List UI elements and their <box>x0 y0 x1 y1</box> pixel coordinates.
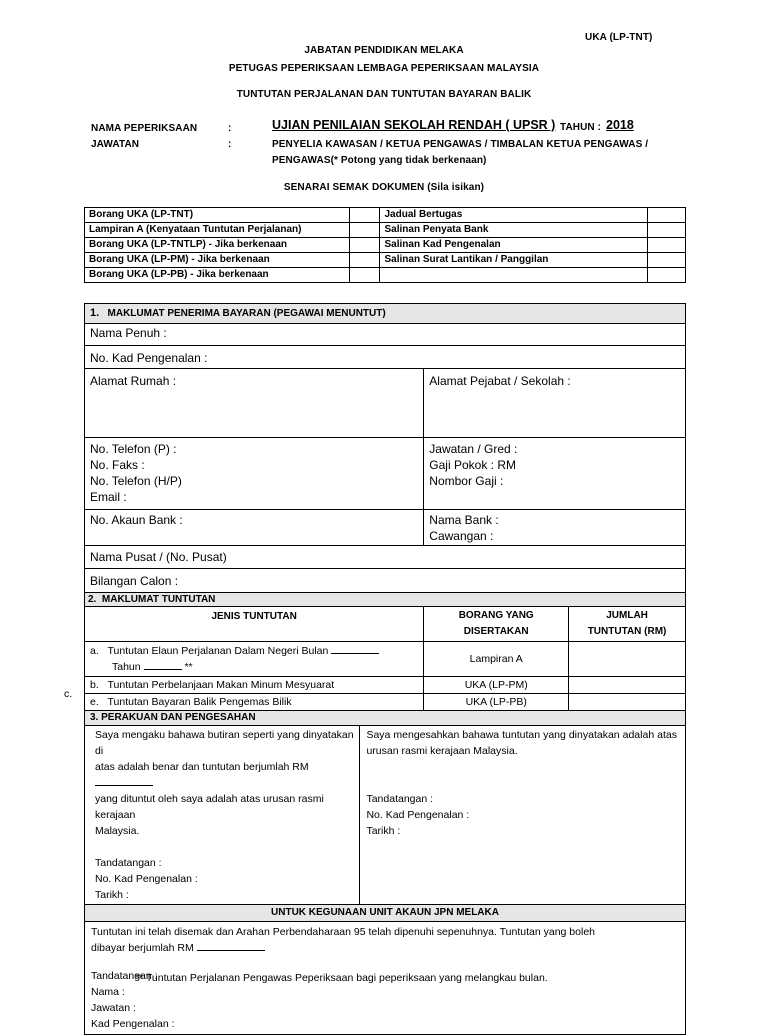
unit-akaun-amount-blank[interactable] <box>197 940 265 951</box>
header-line-2: PETUGAS PEPERIKSAAN LEMBAGA PEPERIKSAAN MALAYSIA <box>228 63 540 74</box>
akaun-bank-field[interactable] <box>85 510 424 546</box>
claim-row <box>85 642 686 677</box>
side-marker-c: c. <box>64 688 73 700</box>
alamat-pejabat-label: Alamat Pejabat / Sekolah : <box>429 374 571 388</box>
checklist-item: Salinan Penyata Bank <box>380 223 648 238</box>
section-2-title: MAKLUMAT TUNTUTAN <box>101 594 216 605</box>
section-3-header <box>85 711 686 726</box>
col-jenis-label: JENIS TUNTUTAN <box>211 611 297 622</box>
section-1-header <box>85 304 686 324</box>
checklist-box[interactable] <box>648 208 686 223</box>
head-tandatangan: Tandatangan : <box>366 793 434 805</box>
year-label: TAHUN : <box>560 122 602 133</box>
claim-type-a <box>85 642 424 677</box>
claim-marker: a. <box>90 645 99 657</box>
tahun-label: Tahun <box>112 661 141 673</box>
claim-text: Tuntutan Bayaran Balik Pengemas Bilik <box>107 696 292 708</box>
checklist-box[interactable] <box>349 238 380 253</box>
nama-penuh-field[interactable] <box>85 324 686 346</box>
claim-amount-a[interactable] <box>569 642 686 677</box>
bank-field[interactable] <box>424 510 686 546</box>
document-code: UKA (LP-TNT) <box>585 32 653 43</box>
akaun-bank-label: No. Akaun Bank : <box>90 513 183 527</box>
section-4-title: UNTUK KEGUNAAN UNIT AKAUN JPN MELAKA <box>271 907 499 918</box>
col-jumlah <box>569 607 686 642</box>
email-label: Email : <box>90 490 127 504</box>
checklist-row <box>85 208 686 223</box>
nombor-gaji-label: Nombor Gaji : <box>429 474 504 488</box>
nama-bank-label: Nama Bank : <box>429 513 499 527</box>
claim-marker: b. <box>90 679 99 691</box>
claim-amount-e[interactable] <box>569 694 686 711</box>
col-borang <box>424 607 569 642</box>
year-value: 2018 <box>606 118 634 132</box>
col-borang-line-2: DISERTAKAN <box>463 626 529 637</box>
claim-form-b: UKA (LP-PM) <box>424 677 569 694</box>
unit-akaun-text-1: Tuntutan ini telah disemak dan Arahan Perbendaharaan 95 telah dipenuhi sepenuhnya. Tuntutan yang boleh <box>91 926 595 938</box>
form-title: TUNTUTAN PERJALANAN DAN TUNTUTAN BAYARAN BALIK <box>236 89 532 100</box>
perakuan-text-2: atas adalah benar dan tuntutan berjumlah RM <box>95 761 309 773</box>
employment-field[interactable] <box>424 438 686 510</box>
faks-label: No. Faks : <box>90 458 145 472</box>
exam-label: NAMA PEPERIKSAAN <box>91 123 198 134</box>
no-kp-field[interactable] <box>85 346 686 369</box>
double-asterisk: ** <box>184 661 193 673</box>
claimant-tarikh: Tarikh : <box>95 889 129 901</box>
head-no-kp: No. Kad Pengenalan : <box>366 809 470 821</box>
head-tarikh: Tarikh : <box>366 825 401 837</box>
checklist-item: Lampiran A (Kenyataan Tuntutan Perjalanan) <box>85 223 350 238</box>
col-jenis-tuntutan <box>85 607 424 642</box>
checklist-box[interactable] <box>349 253 380 268</box>
checklist-row <box>85 253 686 268</box>
officer-no-kp: Kad Pengenalan : <box>91 1018 175 1030</box>
alamat-rumah-label: Alamat Rumah : <box>90 374 177 388</box>
claim-marker: e. <box>90 696 99 708</box>
claimant-no-kp: No. Kad Pengenalan : <box>95 873 198 885</box>
checklist-item <box>380 268 648 283</box>
checklist-box[interactable] <box>648 223 686 238</box>
checklist-row <box>85 268 686 283</box>
perakuan-amount-blank[interactable] <box>95 775 153 786</box>
tel-p-label: No. Telefon (P) : <box>90 442 177 456</box>
nama-pusat-label: Nama Pusat / (No. Pusat) <box>90 550 227 564</box>
exam-value: UJIAN PENILAIAN SEKOLAH RENDAH ( UPSR ) <box>272 118 556 132</box>
perakuan-claimant[interactable] <box>85 726 360 905</box>
checklist-item: Borang UKA (LP-TNT) <box>85 208 350 223</box>
col-jumlah-line-2: TUNTUTAN (RM) <box>587 626 667 637</box>
jawatan-line-2: PENGAWAS(* Potong yang tidak berkenaan) <box>272 155 487 166</box>
cawangan-label: Cawangan : <box>429 529 494 543</box>
no-kp-label: No. Kad Pengenalan : <box>90 351 208 365</box>
checklist-item: Salinan Surat Lantikan / Panggilan <box>380 253 648 268</box>
checklist-item: Borang UKA (LP-TNTLP) - Jika berkenaan <box>85 238 350 253</box>
perakuan-text-4: Malaysia. <box>95 825 140 837</box>
checklist-box[interactable] <box>349 268 380 283</box>
nama-penuh-label: Nama Penuh : <box>90 326 167 340</box>
checklist-row <box>85 238 686 253</box>
checklist-item: Jadual Bertugas <box>380 208 648 223</box>
alamat-rumah-field[interactable] <box>85 369 424 438</box>
claim-form <box>84 303 686 1035</box>
checklist-box[interactable] <box>648 238 686 253</box>
col-jumlah-line-1: JUMLAH <box>606 610 648 621</box>
claim-type-b <box>85 677 424 694</box>
bilangan-calon-field[interactable] <box>85 569 686 593</box>
section-3-title: 3. PERAKUAN DAN PENGESAHAN <box>90 712 256 723</box>
section-1-title: MAKLUMAT PENERIMA BAYARAN (PEGAWAI MENUNTUT) <box>107 308 386 319</box>
checklist-item: Borang UKA (LP-PB) - Jika berkenaan <box>85 268 350 283</box>
nama-pusat-field[interactable] <box>85 546 686 569</box>
claim-text: Tuntutan Perbelanjaan Makan Minum Mesyuarat <box>107 679 335 691</box>
perakuan-text-3: yang dituntut oleh saya adalah atas urusan rasmi kerajaan <box>95 793 324 821</box>
contact-field[interactable] <box>85 438 424 510</box>
checklist-title: SENARAI SEMAK DOKUMEN (Sila isikan) <box>283 182 485 193</box>
claim-row <box>85 694 686 711</box>
checklist-box[interactable] <box>648 268 686 283</box>
pengesahan-text: Saya mengesahkan bahawa tuntutan yang dinyatakan adalah atas urusan rasmi kerajaan Malaysia. <box>366 729 677 757</box>
bilangan-calon-label: Bilangan Calon : <box>90 574 179 588</box>
pengesahan-head[interactable] <box>360 726 686 905</box>
officer-nama: Nama : <box>91 986 125 998</box>
officer-jawatan: Jawatan : <box>91 1002 136 1014</box>
document-checklist <box>84 207 686 283</box>
claimant-tandatangan: Tandatangan : <box>95 857 162 869</box>
claim-form-e: UKA (LP-PB) <box>424 694 569 711</box>
section-2-header <box>85 593 686 607</box>
claim-text: Tuntutan Elaun Perjalanan Dalam Negeri Bulan <box>107 645 329 657</box>
jawatan-label: JAWATAN <box>91 139 140 150</box>
tahun-blank[interactable] <box>144 659 182 670</box>
section-4-header <box>85 905 686 922</box>
bulan-blank[interactable] <box>331 643 379 654</box>
claim-type-e <box>85 694 424 711</box>
col-borang-line-1: BORANG YANG <box>458 610 534 621</box>
checklist-box[interactable] <box>648 253 686 268</box>
checklist-item: Salinan Kad Pengenalan <box>380 238 648 253</box>
checklist-row <box>85 223 686 238</box>
checklist-box[interactable] <box>349 223 380 238</box>
unit-akaun-text-2: dibayar berjumlah RM <box>91 942 194 954</box>
perakuan-text-1: Saya mengaku bahawa butiran seperti yang dinyatakan di <box>95 729 354 757</box>
exam-colon: : <box>228 123 232 134</box>
claim-form-a: Lampiran A <box>424 642 569 677</box>
header-line-1: JABATAN PENDIDIKAN MELAKA <box>304 45 464 56</box>
alamat-pejabat-field[interactable] <box>424 369 686 438</box>
claim-amount-b[interactable] <box>569 677 686 694</box>
checklist-box[interactable] <box>349 208 380 223</box>
section-1-number: 1. <box>90 307 100 319</box>
claim-row <box>85 677 686 694</box>
jawatan-line-1: PENYELIA KAWASAN / KETUA PENGAWAS / TIMBALAN KETUA PENGAWAS / <box>272 139 649 150</box>
jawatan-gred-label: Jawatan / Gred : <box>429 442 518 456</box>
checklist-item: Borang UKA (LP-PM) - Jika berkenaan <box>85 253 350 268</box>
footnote: ** Tuntutan Perjalanan Pengawas Peperiksaan bagi peperiksaan yang melangkau bulan. <box>135 972 548 984</box>
section-2-number: 2. <box>88 594 97 605</box>
jawatan-colon: : <box>228 139 232 150</box>
officer-tandatangan: Tandatangan : <box>91 970 158 982</box>
gaji-pokok-label: Gaji Pokok : RM <box>429 458 516 472</box>
tel-hp-label: No. Telefon (H/P) <box>90 474 182 488</box>
